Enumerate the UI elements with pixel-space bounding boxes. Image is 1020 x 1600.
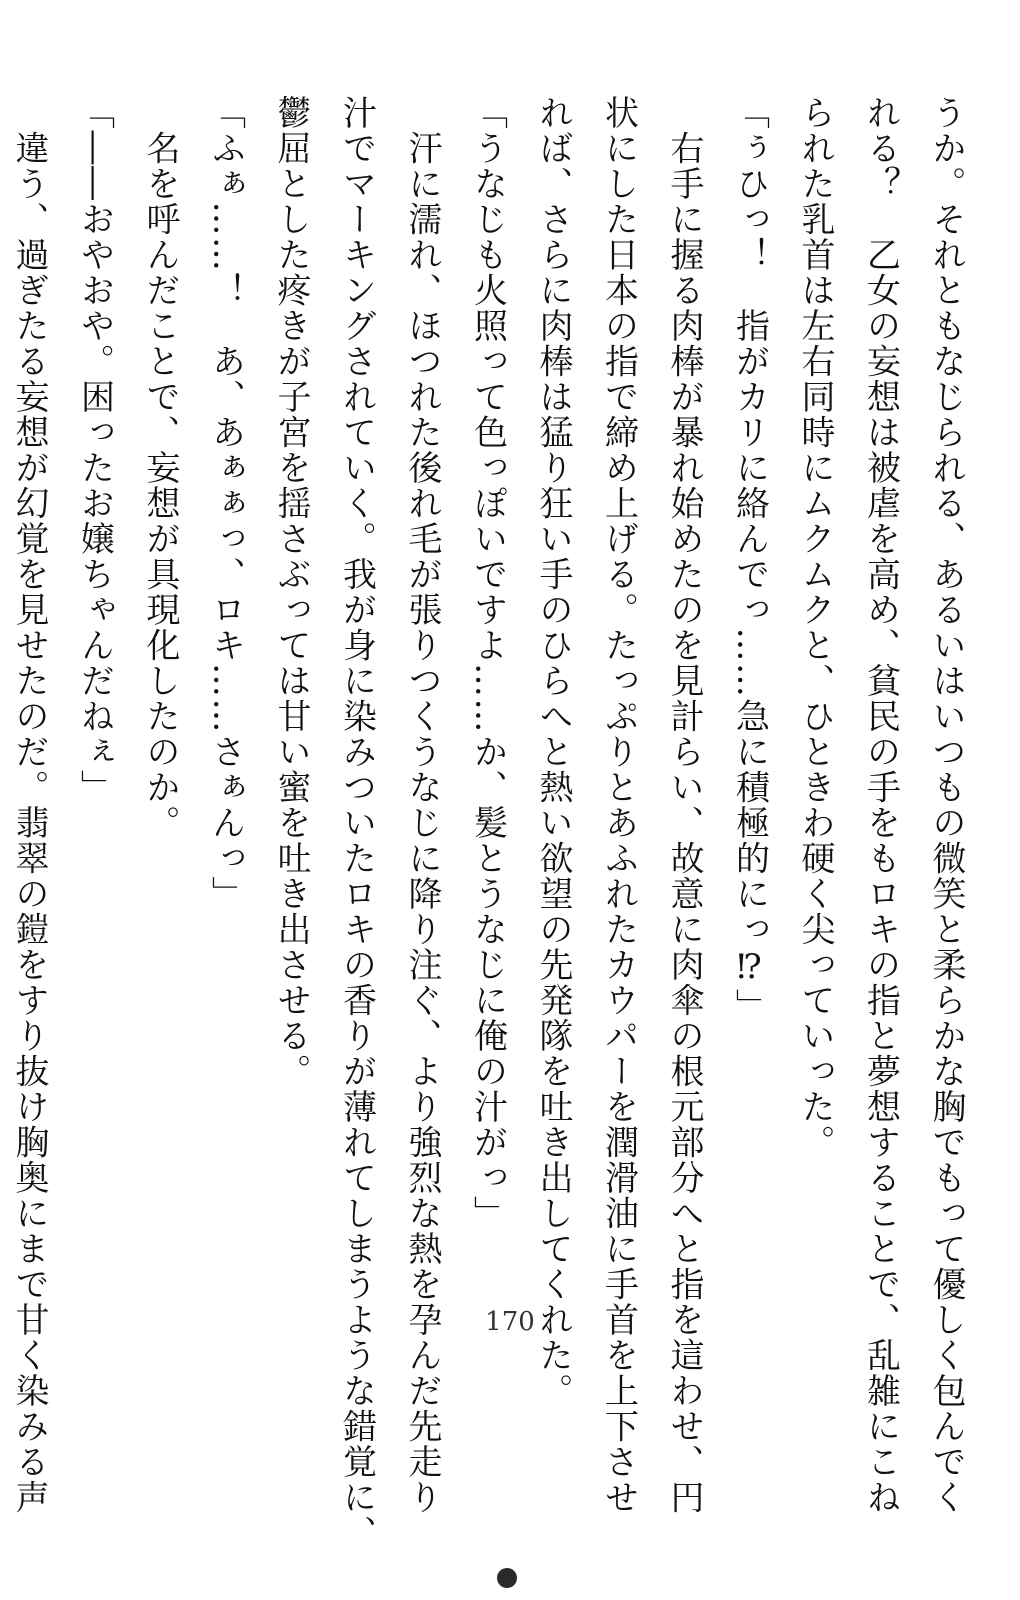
text-line: られた乳首は左右同時にムクムクと、ひときわ硬く尖っていった。	[795, 95, 835, 1160]
text-line: 「ぅひっ！ 指がカリに絡んでっ……急に積極的にっ⁉」	[729, 95, 770, 1024]
text-line: れば、さらに肉棒は猛り狂い手のひらへと熱い欲望の先発隊を吐き出してくれた。	[533, 95, 573, 1409]
text-line: 右手に握る肉棒が暴れ始めたのを見計らい、故意に肉傘の根元部分へと指を這わせ、円	[664, 95, 704, 1515]
text-line: 「うなじも火照って色っぽいですよ……か、髪とうなじに俺の汁がっ」	[467, 95, 508, 1231]
page-marker-dot-icon	[497, 1568, 517, 1588]
text-line: れる？ 乙女の妄想は被虐を高め、貧民の手をもロキの指と夢想することで、乱雑にこね	[860, 95, 901, 1515]
text-line: 「ふぁ……！ あ、あぁぁっ、ロキ……さぁんっ」	[205, 95, 246, 912]
text-line: うか。それともなじられる、あるいはいつもの微笑と柔らかな胸でもって優しく包んでく	[926, 95, 966, 1515]
text-line: 鬱屈とした疼きが子宮を揺さぶっては甘い蜜を吐き出させる。	[271, 95, 311, 1089]
text-line: 汁でマーキングされていく。我が身に染みついたロキの香りが薄れてしまうような錯覚に、	[336, 95, 377, 1551]
text-line: 「――おやおや。困ったお嬢ちゃんだねぇ」	[74, 95, 115, 805]
text-line: 違う、過ぎたる妄想が幻覚を見せたのだ。翡翠の鎧をすり抜け胸奥にまで甘く染みる声	[9, 95, 49, 1515]
page-number: 170	[485, 1307, 535, 1337]
text-line: 汗に濡れ、ほつれた後れ毛が張りつくうなじに降り注ぐ、より強烈な熱を孕んだ先走り	[402, 95, 442, 1515]
text-line: 状にした日本の指で締め上げる。たっぷりとあふれたカウパーを潤滑油に手首を上下させ	[598, 95, 639, 1515]
text-line: 名を呼んだことで、妄想が具現化したのか。	[140, 95, 180, 841]
